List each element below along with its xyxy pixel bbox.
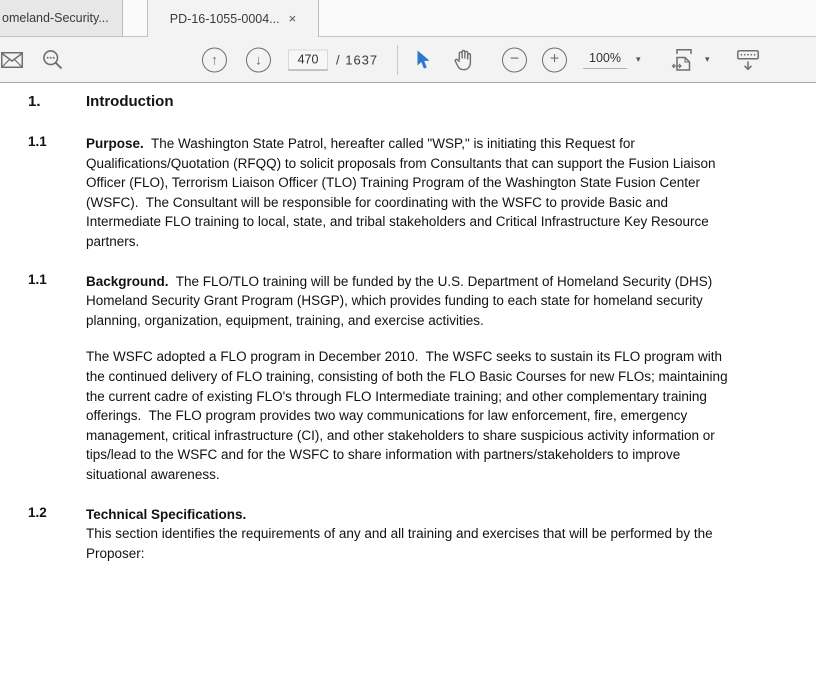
select-tool-button[interactable]	[415, 50, 431, 70]
select-arrow-icon	[415, 50, 431, 70]
document-viewport[interactable]	[0, 83, 816, 692]
toolbar-separator	[397, 45, 398, 75]
fit-width-button[interactable]	[670, 48, 710, 72]
tab-homeland-security[interactable]	[0, 0, 123, 36]
section-background	[28, 272, 816, 485]
section-purpose	[28, 134, 816, 252]
search-icon	[42, 49, 64, 71]
zoom-out-button[interactable]	[502, 47, 527, 72]
page-count-label: / 1637	[336, 52, 379, 67]
email-icon	[1, 52, 23, 68]
section-lead: Technical Specifications.	[86, 506, 247, 522]
section-technical-specifications	[28, 505, 816, 564]
tab-pd-16-1055[interactable]	[147, 0, 319, 37]
tab-label: omeland-Security...	[2, 11, 109, 25]
section-body: The Washington State Patrol, hereafter called "WSP," is initiating this Request for Qualifications/Quotation (RFQQ) to solicit proposals from Consultants that can support the Fusion Liaison Officer (FLO), Terrorism Liaison Officer (TLO) Training Program of the Washington State Fusion Center (WSFC). The Consultant will be responsible for coordinating with the WSFC to provide Basic and Intermediate FLO training to local, state, and tribal stakeholders and Critical Infrastructure Key Resource partners.	[86, 136, 720, 249]
heading-title: Introduction	[86, 93, 174, 110]
chevron-down-icon: ▾	[635, 54, 641, 64]
zoom-level-label: 100%	[583, 51, 627, 69]
collapse-toolbar-button[interactable]	[734, 48, 762, 72]
collapse-toolbar-icon	[734, 48, 762, 72]
zoom-in-button[interactable]	[542, 47, 567, 72]
arrow-up-icon: ↑	[202, 47, 227, 72]
section-lead: Background.	[86, 273, 169, 289]
section-heading	[28, 93, 816, 110]
document-page	[0, 83, 816, 563]
section-lead: Purpose.	[86, 136, 144, 151]
section-number: 1.2	[28, 504, 47, 520]
find-button[interactable]	[42, 49, 64, 71]
section-number: 1.1	[28, 134, 47, 149]
page-number-input[interactable]	[288, 49, 328, 70]
hand-tool-button[interactable]	[452, 48, 475, 71]
email-button[interactable]	[1, 52, 23, 68]
heading-number: 1.	[28, 93, 41, 110]
tab-label: PD-16-1055-0004...	[169, 11, 280, 26]
minus-icon: −	[502, 47, 527, 72]
tab-close-icon[interactable]: ×	[288, 11, 297, 26]
tab-bar	[0, 0, 816, 37]
hand-icon	[452, 48, 475, 71]
zoom-level-dropdown[interactable]	[583, 51, 641, 69]
section-paragraph	[86, 272, 744, 331]
previous-page-button[interactable]	[202, 47, 227, 72]
section-paragraph	[86, 134, 744, 252]
fit-width-icon	[670, 48, 696, 72]
plus-icon: +	[542, 47, 567, 72]
section-paragraph: The WSFC adopted a FLO program in December 2010. The WSFC seeks to sustain its FLO program with the continued delivery of FLO training, consisting of both the FLO Basic Courses for new FLOs; maintaining the current cadre of existing FLO's through FLO Intermediate training; and other complementary training offerings. The FLO program provides two way communications for law enforcement, fire, emergency management, critical infrastructure (CI), and other stakeholders to share suspicious activity information or tips/lead to the WSFC and for the WSFC to share information with partners/stakeholders to improve situational awareness.	[86, 349, 732, 482]
section-body: The FLO/TLO training will be funded by the U.S. Department of Homeland Security (DHS) Homeland Security Grant Program (HSGP), which provides funding to each state for homeland security planning, organization, equipment, training, and exercise activities.	[86, 273, 717, 328]
arrow-down-icon: ↓	[246, 47, 271, 72]
chevron-down-icon: ▾	[705, 54, 710, 64]
section-body: This section identifies the requirements of any and all training and exercises that will be performed by the Proposer:	[86, 526, 717, 561]
section-number: 1.1	[28, 271, 47, 287]
pdf-toolbar	[0, 37, 816, 83]
next-page-button[interactable]	[246, 47, 271, 72]
